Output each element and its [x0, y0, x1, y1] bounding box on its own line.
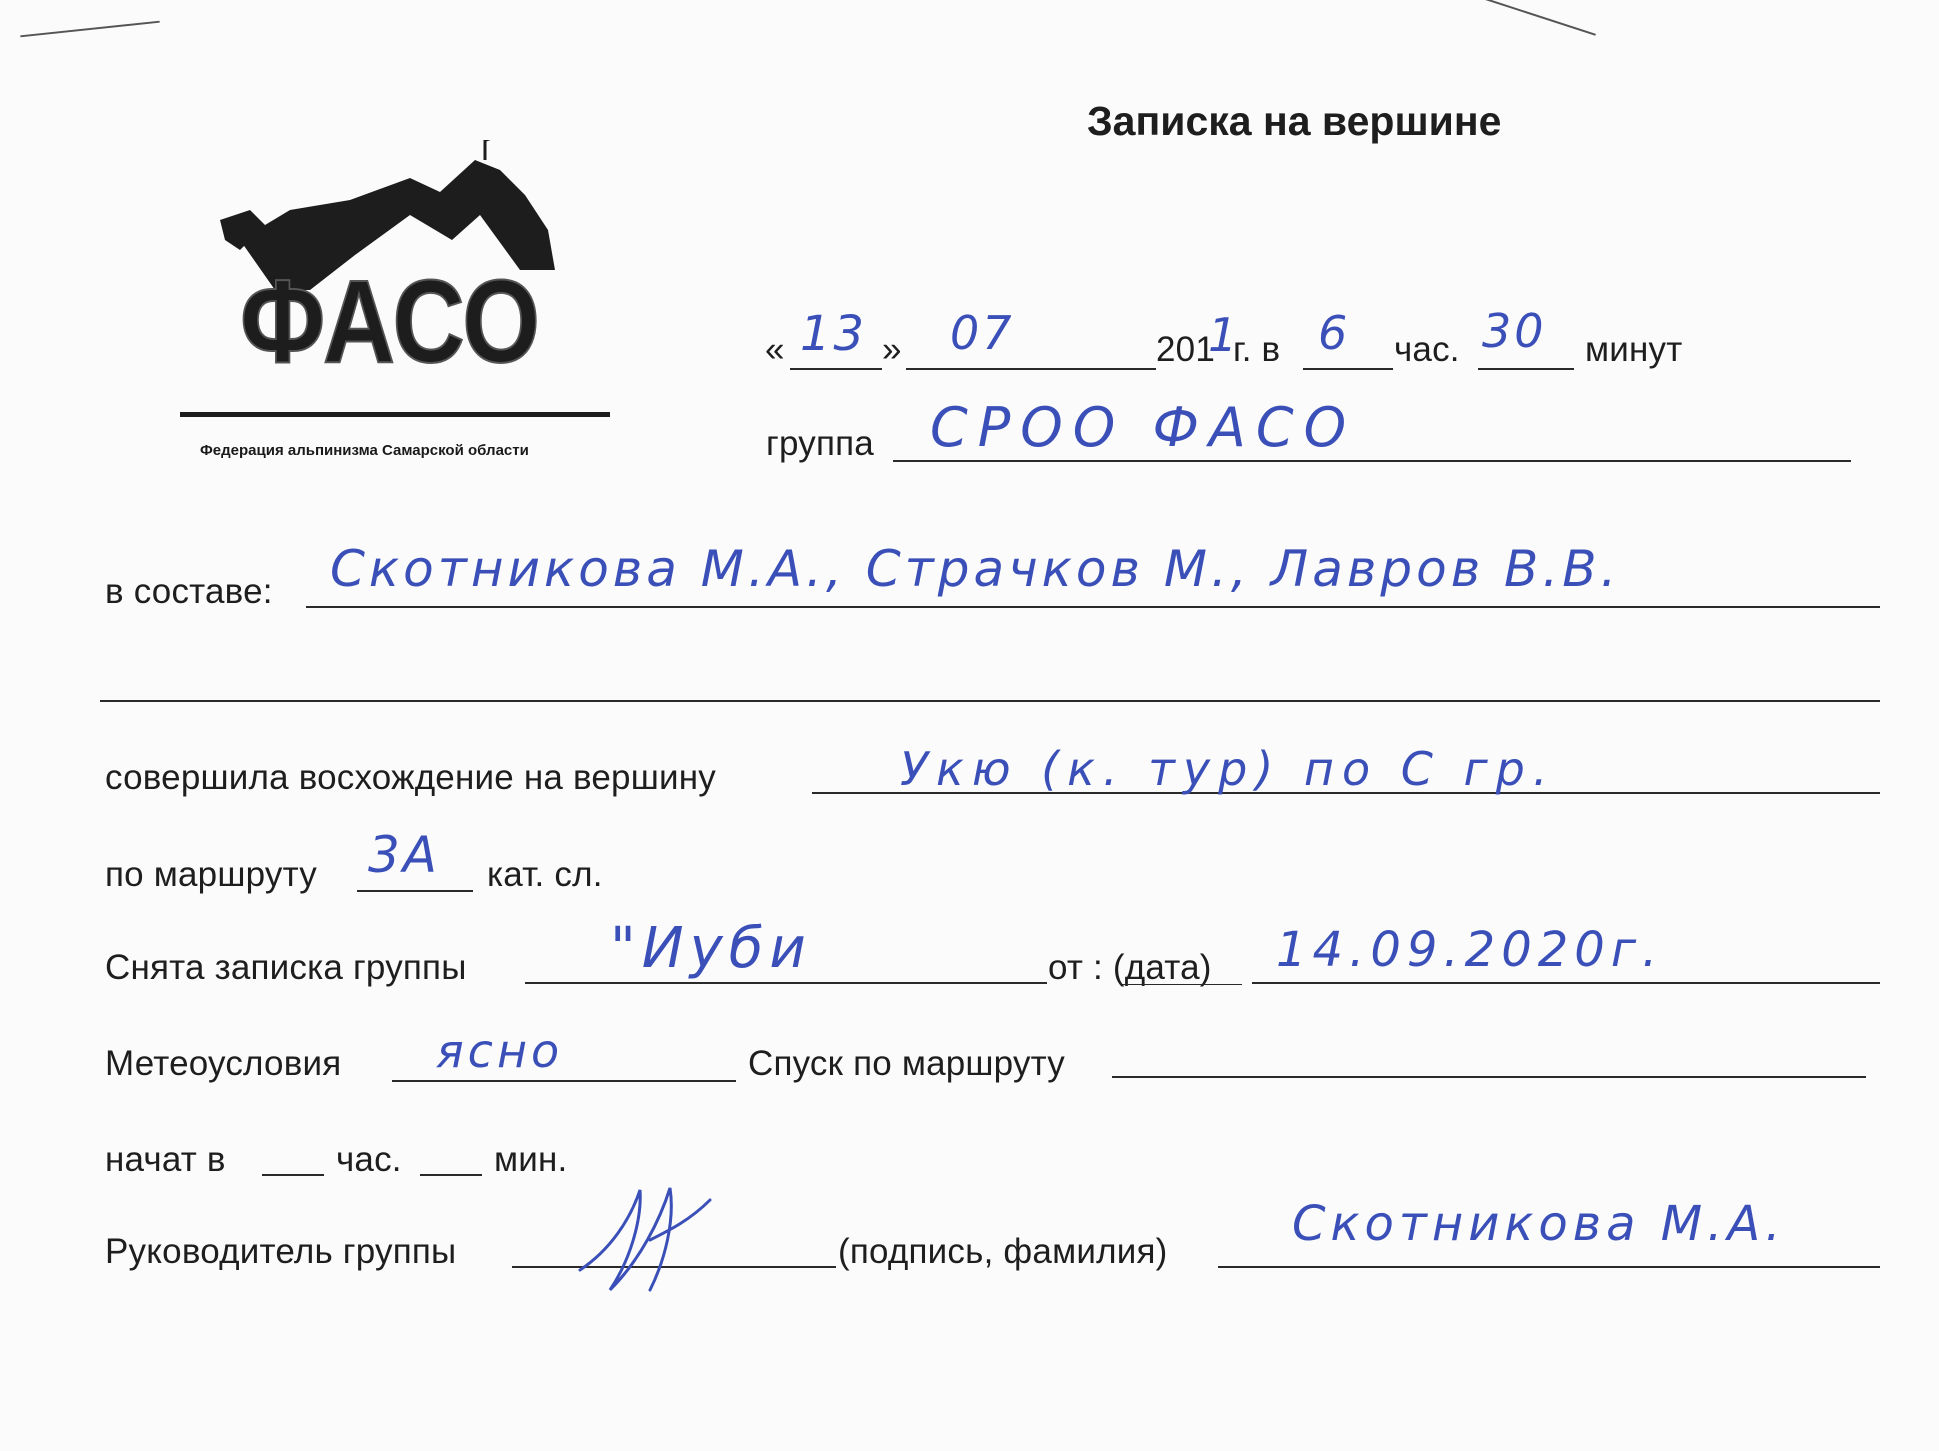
members-field-line — [306, 606, 1880, 608]
minutes-label: минут — [1585, 330, 1683, 369]
minutes-value: 30 — [1482, 304, 1547, 358]
summit-value: Укю (к. тур) по С гр. — [900, 742, 1556, 796]
removed-note-date-value: 14.09.2020г. — [1276, 922, 1664, 978]
removed-note-field-line — [525, 982, 1047, 984]
leader-label: Руководитель группы — [105, 1232, 457, 1271]
month-value: 07 — [950, 306, 1015, 360]
group-label: группа — [766, 424, 874, 463]
faso-logo-icon — [180, 140, 650, 470]
weather-field-line — [392, 1080, 736, 1082]
started-prefix: начат в — [105, 1140, 226, 1179]
signature-icon — [570, 1180, 720, 1300]
weather-label: Метеоусловия — [105, 1044, 342, 1083]
started-hours-line — [262, 1174, 324, 1176]
removed-note-label: Снята записка группы — [105, 948, 467, 987]
scan-edge-mark — [20, 21, 159, 38]
started-minutes-label: мин. — [494, 1140, 568, 1179]
leader-name-value: Скотникова М.А. — [1292, 1196, 1786, 1252]
quote-open: « — [765, 330, 785, 369]
removed-note-date-field-line — [1252, 982, 1880, 984]
day-value: 13 — [800, 306, 868, 362]
month-field-line — [906, 368, 1156, 370]
year-suffix: г. в — [1233, 330, 1281, 369]
hours-value: 6 — [1318, 306, 1351, 360]
form-title: Записка на вершине — [1087, 98, 1502, 144]
group-field-line — [893, 460, 1851, 462]
scan-edge-mark — [1424, 0, 1596, 36]
group-value: СРОО ФАСО — [930, 396, 1357, 459]
day-field-line — [790, 368, 882, 370]
started-hours-label: час. — [336, 1140, 402, 1179]
route-label: по маршруту — [105, 855, 317, 894]
logo-text: ФАСО — [240, 256, 540, 388]
removed-note-value: "Иуби — [610, 916, 812, 981]
members-label: в составе: — [105, 572, 273, 611]
minutes-field-line — [1478, 368, 1574, 370]
descent-field-line — [1112, 1076, 1866, 1078]
members-extra-line — [100, 700, 1880, 702]
year-prefix: 201 — [1156, 330, 1215, 369]
started-minutes-line — [420, 1174, 482, 1176]
leader-sign-label: (подпись, фамилия) — [838, 1232, 1168, 1271]
weather-value: ясно — [436, 1024, 564, 1078]
hours-field-line — [1303, 368, 1393, 370]
descent-label: Спуск по маршруту — [748, 1044, 1065, 1083]
route-value: 3А — [368, 826, 441, 884]
removed-note-date-label: от : (дата) — [1048, 948, 1212, 987]
leader-name-field-line — [1218, 1266, 1880, 1268]
summit-label: совершила восхождение на вершину — [105, 758, 716, 797]
members-value: Скотникова М.А., Страчков М., Лавров В.В. — [330, 540, 1621, 598]
logo-caption: Федерация альпинизма Самарской области — [200, 442, 529, 459]
quote-close: » — [882, 330, 902, 369]
route-suffix: кат. сл. — [487, 855, 603, 894]
hours-label: час. — [1394, 330, 1460, 369]
route-field-line — [357, 890, 473, 892]
date-label-underline — [1122, 984, 1242, 985]
year-digit-value: 1 — [1208, 308, 1241, 362]
